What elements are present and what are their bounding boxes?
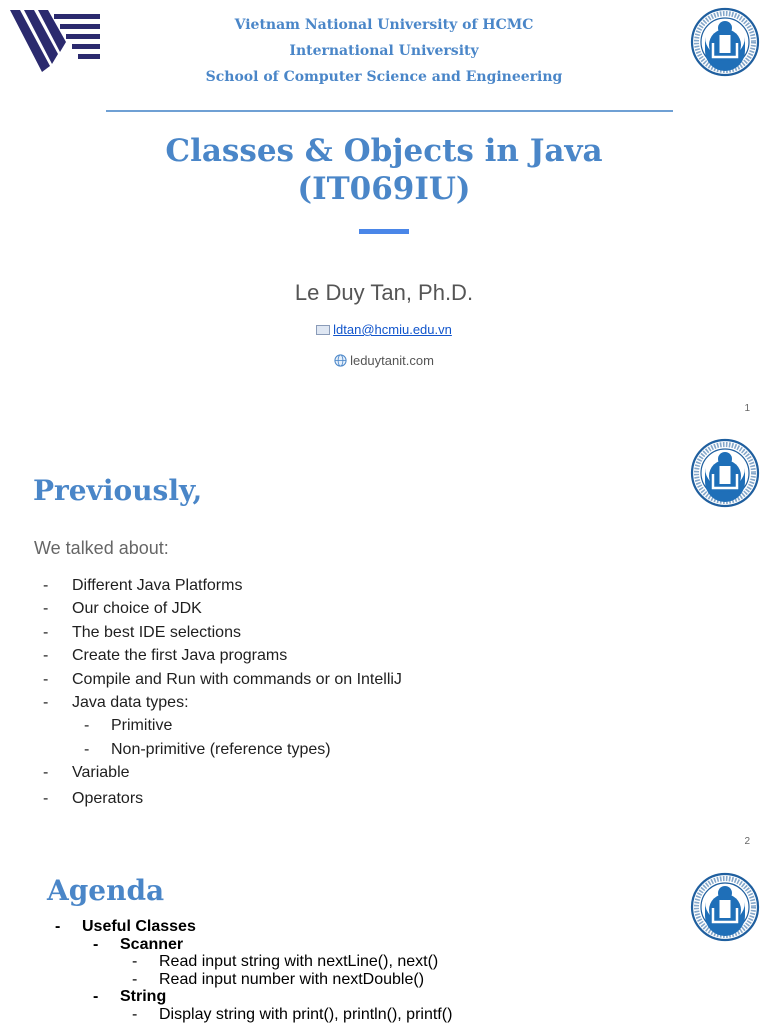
header-line-university: Vietnam National University of HCMC (234, 17, 534, 33)
list-item: - Create the first Java programs (40, 644, 402, 667)
mail-icon (316, 325, 330, 335)
lead-text: We talked about: (34, 538, 169, 558)
agenda-detail: - Read input string with nextLine(), next() (52, 953, 452, 971)
author-name: Le Duy Tan, Ph.D. (294, 280, 474, 305)
title-line-2: (IT069IU) (297, 171, 471, 207)
list-item: - Operators (40, 787, 402, 810)
list-item: - Compile and Run with commands or on IntelliJ (40, 668, 402, 691)
header-line-school: School of Computer Science and Engineering (205, 69, 563, 85)
contact-website (0, 353, 768, 368)
agenda-subitem: - Scanner (52, 936, 452, 954)
list-item: - Java data types: (40, 691, 402, 714)
list-item: - The best IDE selections (40, 621, 402, 644)
list-subitem: - Primitive (40, 714, 402, 737)
agenda-list (52, 918, 452, 1023)
header-divider (106, 110, 673, 112)
website-text: leduytanit.com (350, 353, 434, 368)
list-item: - Different Java Platforms (40, 574, 402, 597)
agenda-slide (0, 856, 768, 1024)
globe-icon (334, 354, 347, 367)
list-item: - Our choice of JDK (40, 597, 402, 620)
recap-list (40, 574, 402, 810)
header-line-international: International University (289, 43, 479, 59)
agenda-item: - Useful Classes (52, 918, 452, 936)
contact-email (0, 322, 768, 337)
slide-heading: Previously, (33, 474, 203, 507)
list-item: - Variable (40, 761, 402, 784)
agenda-detail: - Read input number with nextDouble() (52, 971, 452, 989)
hcmiu-seal-icon (690, 7, 760, 77)
agenda-subitem: - String (52, 988, 452, 1006)
page-number: 2 (744, 836, 750, 847)
page-number: 1 (744, 403, 750, 414)
hcmiu-seal-icon (690, 438, 760, 508)
email-link[interactable]: ldtan@hcmiu.edu.vn (333, 322, 452, 337)
hcmiu-seal-icon (690, 872, 760, 942)
institution-header (120, 12, 648, 90)
page-title (0, 132, 768, 208)
university-logo-icon (10, 10, 102, 72)
slide-heading: Agenda (47, 874, 165, 907)
title-accent-dash (359, 229, 409, 234)
agenda-detail: - Display string with print(), println(), printf() (52, 1006, 452, 1024)
title-slide (0, 0, 768, 424)
previously-slide (0, 424, 768, 856)
list-subitem: - Non-primitive (reference types) (40, 738, 402, 761)
title-line-1: Classes & Objects in Java (165, 133, 603, 169)
